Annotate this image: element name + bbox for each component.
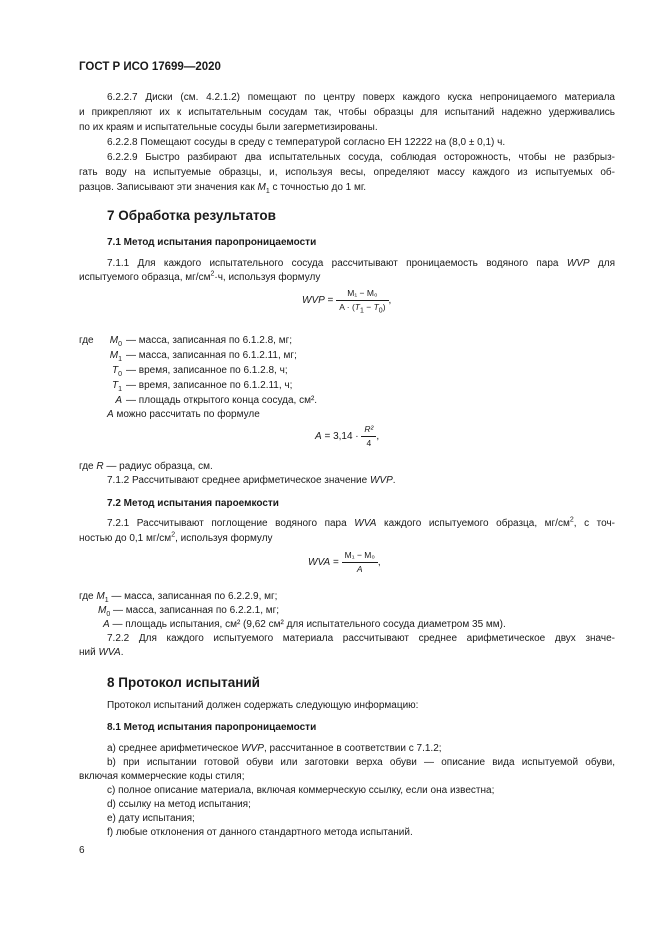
list-item: f) любые отклонения от данного стандартного метода испытаний. — [107, 827, 413, 838]
para-6228: 6.2.2.8 Помещают сосуды в среду с температурой согласно ЕН 12222 на (8,0 ± 0,1) ч. — [107, 137, 506, 148]
def-symbol: $M_0$ — [109, 335, 122, 348]
page-number: 6 — [79, 845, 85, 856]
def2-line: $M_0$ — масса, записанная по 6.2.2.1, мг; — [98, 605, 280, 618]
def-symbol: $M_1$ — [109, 350, 122, 363]
def-text: — масса, записанная по 6.1.2.8, мг; — [126, 335, 293, 346]
section-7-heading: 7 Обработка результатов — [107, 208, 276, 223]
list-item: c) полное описание материала, включая коммерческую ссылку, если она известна; — [107, 785, 495, 796]
def-symbol: A — [115, 395, 122, 406]
para-721-line1: 7.2.1 Рассчитывают поглощение водяного пара WVA каждого испытуемого образца, $мг/см^2$, с точ- — [107, 516, 615, 529]
section-8-heading: 8 Протокол испытаний — [107, 675, 260, 690]
list-item: d) ссылку на метод испытания; — [107, 799, 251, 810]
para-6227-line3: по их краям и испытательные сосуды были загерметизированы. — [79, 122, 378, 133]
para-722-line2: ний WVA. — [79, 647, 124, 658]
def-text: — масса, записанная по 6.1.2.11, мг; — [126, 350, 297, 361]
formula-wva: WVA = $\frac{\text{M₁ − M₀}}{A}$ , — [308, 550, 381, 574]
para-711-line1: 7.1.1 Для каждого испытательного сосуда рассчитывают проницаемость водяного пара WVP для — [107, 258, 615, 269]
def-text: — время, записанное по 6.1.2.8, ч; — [126, 365, 288, 376]
para-722-line1: 7.2.2 Для каждого испытуемого материала рассчитывают среднее арифметическое двух значе- — [107, 633, 615, 644]
def2-line: A — площадь испытания, см² (9,62 см² для испытательного сосуда диаметром 35 мм). — [103, 619, 506, 630]
list-item: b) при испытании готовой обуви или заготовки верха обуви — описание вида испытуемой обуви, — [107, 757, 615, 768]
def-text: — площадь открытого конца сосуда, см². — [126, 395, 318, 406]
para-712: 7.1.2 Рассчитывают среднее арифметическое значение WVP. — [107, 475, 396, 486]
area-formula-intro: A можно рассчитать по формуле — [107, 409, 260, 420]
para-6229-line3: разцов. Записывают эти значения как $M_1$ с точностью до 1 мг. — [79, 182, 367, 195]
formula-area: A = 3,14 · $\frac{\text{R²}}{4}$ , — [315, 424, 380, 448]
where-r: где R — радиус образца, см. — [79, 461, 213, 472]
para-6229-line2: гать воду на испытуемые образцы, и, используя весы, определяют массу каждого из испытуемых об- — [79, 167, 615, 178]
section-8-1-heading: 8.1 Метод испытания паропроницаемости — [107, 722, 317, 733]
def-text: — время, записанное по 6.1.2.11, ч; — [126, 380, 293, 391]
para-6227-line1: 6.2.2.7 Диски (см. 4.2.1.2) помещают по центру поверх каждого куска непроницаемого материала — [107, 92, 615, 103]
section-7-2-heading: 7.2 Метод испытания пароемкости — [107, 498, 279, 509]
def2-line: где $M_1$ — масса, записанная по 6.2.2.9, мг; — [79, 591, 278, 604]
list-item: e) дату испытания; — [107, 813, 195, 824]
para-721-line2: ностью до 0,1 $мг/см^2$, используя формулу — [79, 531, 273, 544]
section-7-1-heading: 7.1 Метод испытания паропроницаемости — [107, 237, 317, 248]
para-711-line2: испытуемого образца, $мг/см^2\cdot ч$, используя формулу — [79, 270, 321, 283]
def-symbol: $T_0$ — [111, 365, 122, 378]
para-8-intro: Протокол испытаний должен содержать следующую информацию: — [107, 700, 419, 711]
def-symbol: $T_1$ — [111, 380, 122, 393]
para-6229-line1: 6.2.2.9 Быстро разбирают два испытательных сосуда, соблюдая осторожность, чтобы не разбрыз- — [107, 152, 615, 163]
list-item: a) среднее арифметическое WVP, рассчитанное в соответствии с 7.1.2; — [107, 743, 442, 754]
list-item: включая коммерческие коды стиля; — [79, 771, 245, 782]
where-label: где — [79, 335, 94, 346]
para-6227-line2: и прикрепляют их к испытательным сосудам так, чтобы образцы для испытаний надежно удерживались — [79, 107, 615, 118]
formula-wvp: WVP = $\frac{\text{M₁ − M₀}}{A \cdot (T_1 - T_0)}$ , — [302, 288, 392, 315]
document-header: ГОСТ Р ИСО 17699—2020 — [79, 61, 221, 73]
